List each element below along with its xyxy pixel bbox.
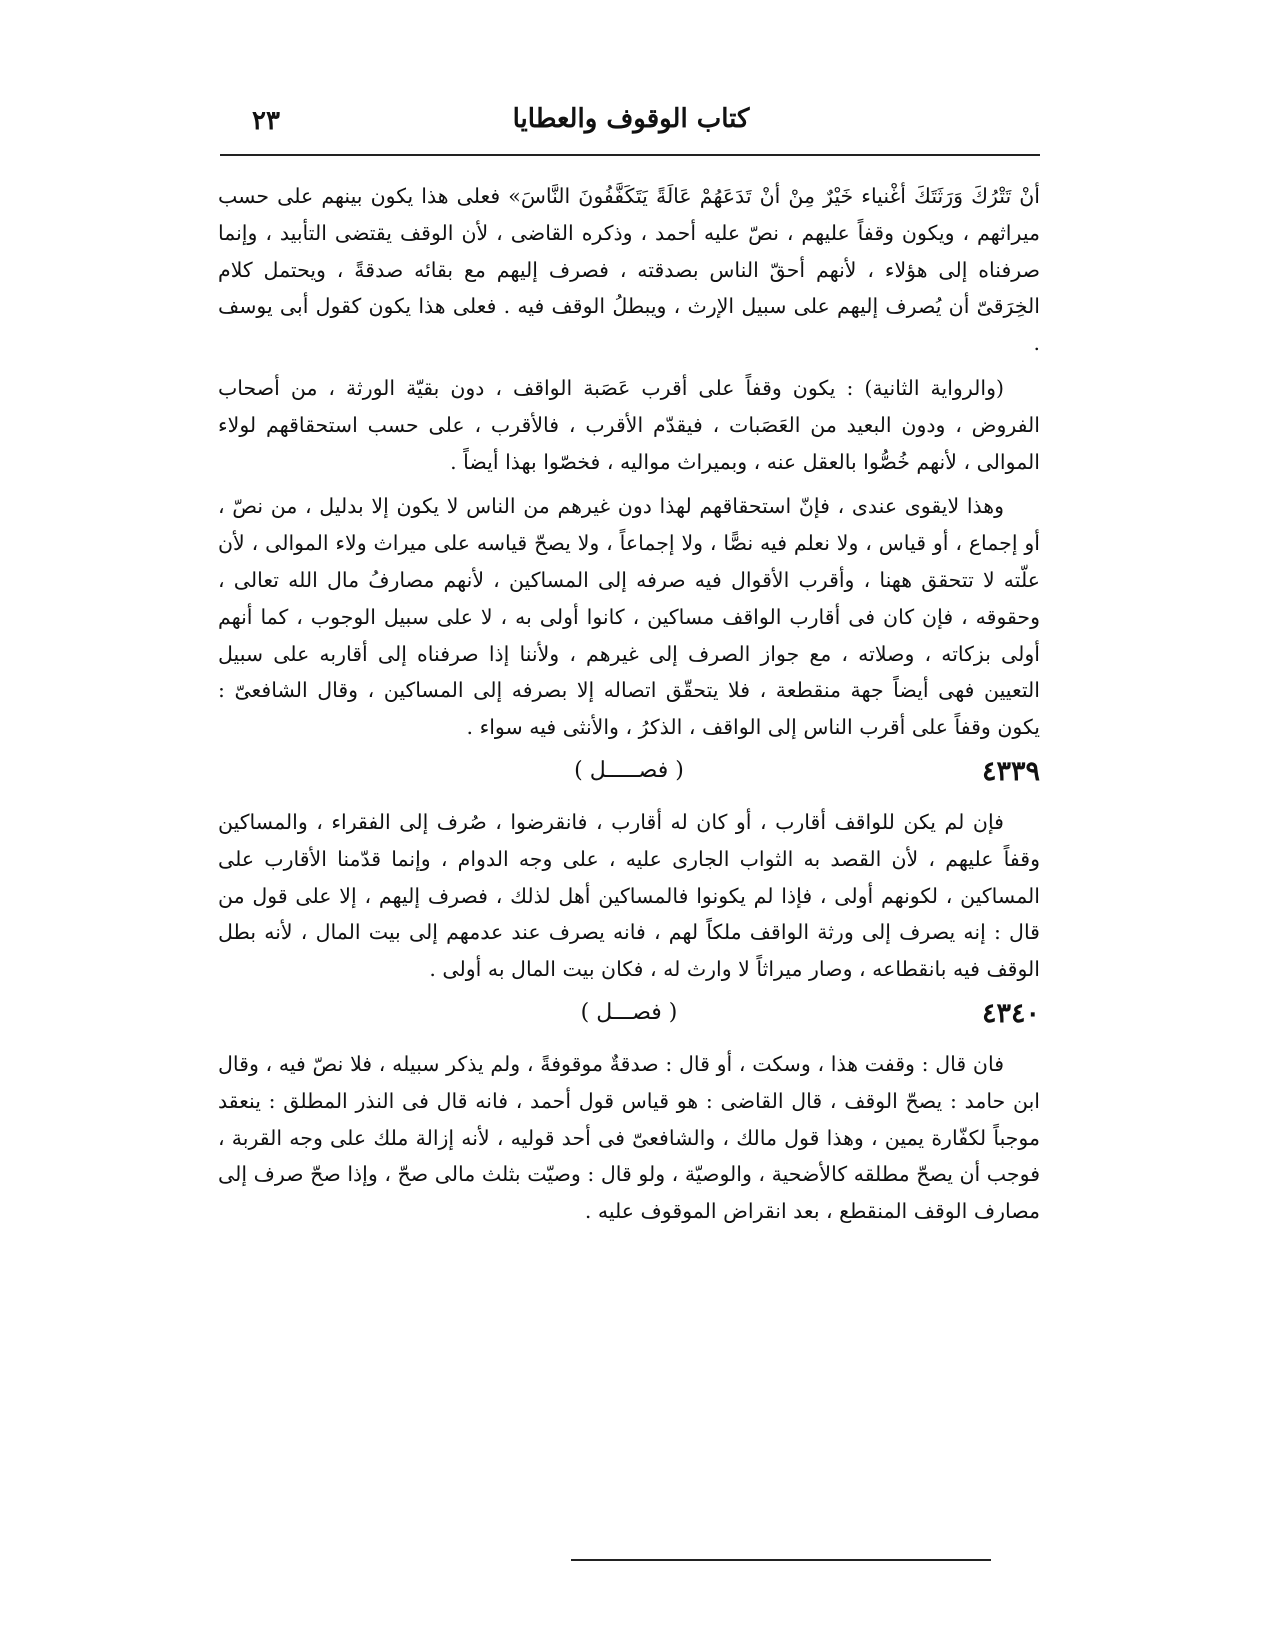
page-number: ٢٣ xyxy=(252,106,280,136)
paragraph-2: (والرواية الثانية) : يكون وقفاً على أقرب عَصَبة الواقف ، دون بقيّة الورثة ، من أصحاب الفروض ، ودون البعيد من العَصَبات ، فيقدّم الأقرب ، فالأقرب ، على حسب استحقاقهم لولاء الموالى ، لأنهم خُصُّوا بالعقل عنه ، وبميراث مواليه ، فخصّوا بهذا أيضاً . xyxy=(218,375,1040,474)
section-label: ( فصـــــل ) xyxy=(574,757,684,783)
text-block xyxy=(218,178,1040,1238)
paragraph-5: فان قال : وقفت هذا ، وسكت ، أو قال : صدقةٌ موقوفةً ، ولم يذكر سبيله ، فلا نصّ فيه ، وقال ابن حامد : يصحّ الوقف ، قال القاضى : هو قياس قول أحمد ، فانه قال فى النذر المطلق : ينعقد موجباً لكفّارة يمين ، وهذا قول مالك ، والشافعىّ فى أحد قوليه ، لأنه إزالة ملك على وجه القربة ، فوجب أن يصحّ مطلقه كالأضحية ، والوصيّة ، ولو قال : وصيّت بثلث مالى صحّ ، وإذا صحّ صرف إلى مصارف الوقف المنقطع ، بعد انقراض الموقوف عليه . xyxy=(218,1051,1040,1224)
section-heading-4339 xyxy=(218,754,1040,798)
paragraph-1: أنْ تَتْرُكَ وَرَثَتَكَ أغْنياء خَيْرٌ مِنْ أنْ تَدَعَهُمْ عَالَةً يَتَكَفَّفُونَ النَّاسَ» فعلى هذا يكون بينهم على حسب ميراثهم ، ويكون وقفاً عليهم ، نصّ عليه أحمد ، وذكره القاضى ، لأن الوقف يقتضى التأبيد ، وإنما صرفناه إلى هؤلاء ، لأنهم أحقّ الناس بصدقته ، فصرف إليهم مع بقائه صدقةً ، ويحتمل كلام الخِرَقىّ أن يُصرف إليهم على سبيل الإرث ، ويبطلُ الوقف فيه . فعلى هذا يكون كقول أبى يوسف . xyxy=(218,184,1040,356)
section-number: ٤٣٤٠ xyxy=(981,997,1040,1029)
header-rule xyxy=(220,154,1040,156)
section-heading-4340 xyxy=(218,996,1040,1040)
book-title: كتاب الوقوف والعطايا xyxy=(512,104,750,134)
section-label: ( فصـــل ) xyxy=(580,999,678,1025)
paragraph-3: وهذا لايقوى عندى ، فإنّ استحقاقهم لهذا دون غيرهم من الناس لا يكون إلا بدليل ، من نصّ ، أو إجماع ، أو قياس ، ولا نعلم فيه نصًّا ، ولا إجماعاً ، ولا يصحّ قياسه على ميراث ولاء الموالى ، لأن علّته لا تتحقق ههنا ، وأقرب الأقوال فيه صرفه إلى المساكين ، لأنهم مصارفُ مال الله تعالى ، وحقوقه ، فإن كان فى أقارب الواقف مساكين ، كانوا أولى به ، لا على سبيل الوجوب ، كما أنهم أولى بزكاته ، وصلاته ، مع جواز الصرف إلى غيرهم ، ولأننا إذا صرفناه إلى أقاربه على سبيل التعيين فهى أيضاً جهة منقطعة ، فلا يتحقّق اتصاله إلا بصرفه إلى المساكين ، وقال الشافعىّ : يكون وقفاً على أقرب الناس إلى الواقف ، الذكرُ ، والأنثى فيه سواء . xyxy=(218,494,1040,740)
section-number: ٤٣٣٩ xyxy=(981,755,1040,787)
footer-rule xyxy=(571,1559,991,1561)
running-head xyxy=(222,100,1040,152)
paragraph-4: فإن لم يكن للواقف أقارب ، أو كان له أقارب ، فانقرضوا ، صُرف إلى الفقراء ، والمساكين وقفاً عليهم ، لأن القصد به الثواب الجارى عليه ، على وجه الدوام ، وإنما قدّمنا الأقارب على المساكين ، لكونهم أولى ، فإذا لم يكونوا فالمساكين أهل لذلك ، فصرف إليهم ، إلا على قول من قال : إنه يصرف إلى ورثة الواقف ملكاً لهم ، فانه يصرف عند عدمهم إلى بيت المال ، لأنه بطل الوقف فيه بانقطاعه ، وصار ميراثاً لا وارث له ، فكان بيت المال به أولى . xyxy=(218,809,1040,982)
